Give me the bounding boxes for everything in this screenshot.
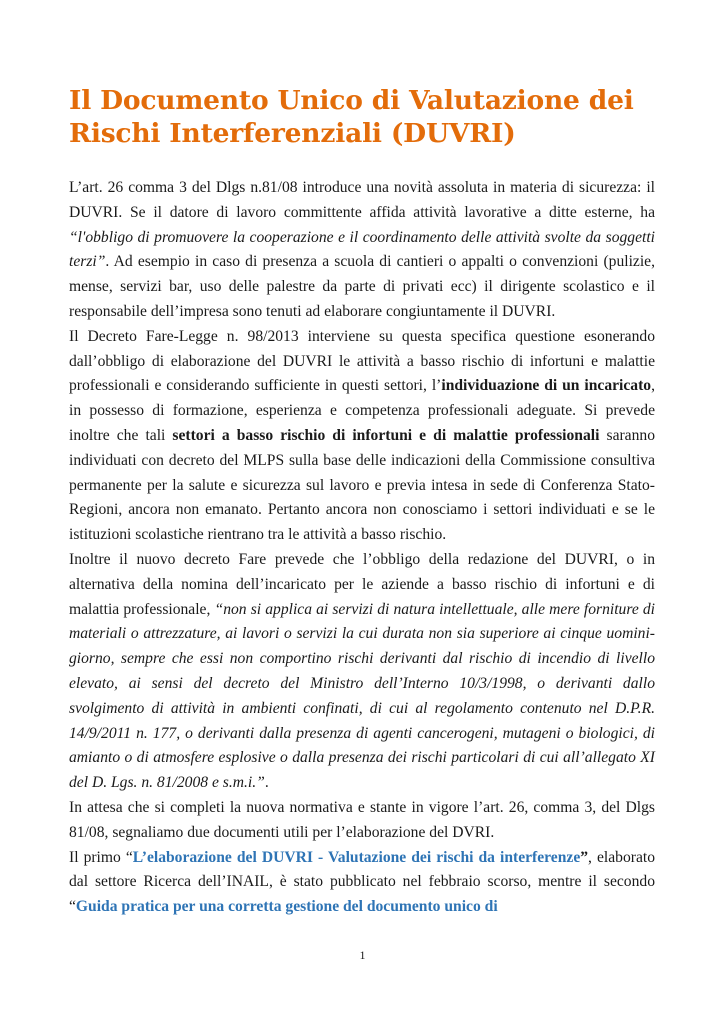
quoted-text: “non si applica ai servizi di natura intellettuale, alle mere forniture di materiali o attrezzature, ai lavori o servizi la cui durata non sia superiore ai cinque uomini-giorno, sempre che essi non comportino rischi derivanti dal rischio di incendio di livello elevato, ai sensi del decreto del Ministro dell’Interno 10/3/1998, o derivanti dallo svolgimento di attività in ambienti confinati, di cui al regolamento contenuto nel D.P.R. 14/9/2011 n. 177, o derivanti dalla presenza di agenti cancerogeni, mutageni o biologici, di amianto o di atmosfere esplosive o dalla presenza dei rischi particolari di cui all’allegato XI del D. Lgs. n. 81/2008 e s.m.i.” [69, 600, 655, 792]
document-link[interactable]: L’elaborazione del DUVRI - Valutazione dei rischi da interferenze [132, 848, 581, 866]
text-segment: Il Decreto Fare-Legge n. 98/2013 interviene su questa specifica questione esonerando dall’obbligo di elaborazione del DUVRI le attività a basso rischio di infortuni e malattie professionali e considerando sufficiente in questi settori, l’ [69, 327, 655, 395]
emphasized-text: individuazione di un incaricato [441, 377, 652, 395]
quoted-text: “l'obbligo di promuovere la cooperazione e il coordinamento delle attività svolte da soggetti terzi” [69, 228, 655, 271]
document-body [69, 176, 655, 920]
document-title: Il Documento Unico di Valutazione dei Rischi Interferenziali (DUVRI) [69, 85, 634, 149]
body-paragraph [69, 325, 655, 548]
body-paragraph [69, 846, 655, 920]
body-paragraph [69, 176, 655, 325]
body-paragraph [69, 548, 655, 796]
text-segment: , elaborato dal settore Ricerca dell’INAIL, è stato pubblicato nel febbraio scorso, mentre il secondo “ [69, 848, 655, 916]
text-segment: . Ad esempio in caso di presenza a scuola di cantieri o appalti o convenzioni (pulizie, mense, servizi bar, uso delle palestre da parte di privati ecc) il dirigente scolastico e il responsabile dell’impresa sono tenuti ad elaborare congiuntamente il DUVRI. [69, 253, 655, 320]
text-segment: . [264, 774, 269, 792]
text-segment: L’art. 26 comma 3 del Dlgs n.81/08 introduce una novità assoluta in materia di sicurezza: il DUVRI. Se il datore di lavoro committente affida attività lavorative a ditte esterne, ha [69, 179, 655, 221]
text-segment: Inoltre il nuovo decreto Fare prevede che l’obbligo della redazione del DUVRI, o in alternativa della nomina dell’incaricato per le aziende a basso rischio di infortuni e di malattia professionale, [69, 550, 655, 618]
text-segment: Il primo “ [69, 848, 133, 866]
document-link[interactable]: Guida pratica per una corretta gestione del documento unico di [75, 898, 498, 916]
text-segment: saranno individuati con decreto del MLPS sulla base delle indicazioni della Commissione consultiva permanente per la salute e sicurezza sul lavoro e previa intesa in sede di Conferenza Stato-Regioni, ancora non emanato. Pertanto ancora non conosciamo i settori individuati e se le istituzioni scolastiche rientrano tra le attività a basso rischio. [69, 426, 655, 544]
emphasized-text: settori a basso rischio di infortuni e di malattie professionali [172, 426, 600, 444]
text-segment: , in possesso di formazione, esperienza e competenza professionali adeguate. Si prevede inoltre che tali [69, 377, 655, 444]
body-paragraph [69, 796, 655, 846]
text-segment: In attesa che si completi la nuova normativa e stante in vigore l’art. 26, comma 3, del Dlgs 81/08, segnaliamo due documenti utili per l’elaborazione del DVRI. [69, 798, 655, 841]
page-number: 1 [359, 948, 366, 962]
emphasized-text: ” [580, 848, 589, 866]
